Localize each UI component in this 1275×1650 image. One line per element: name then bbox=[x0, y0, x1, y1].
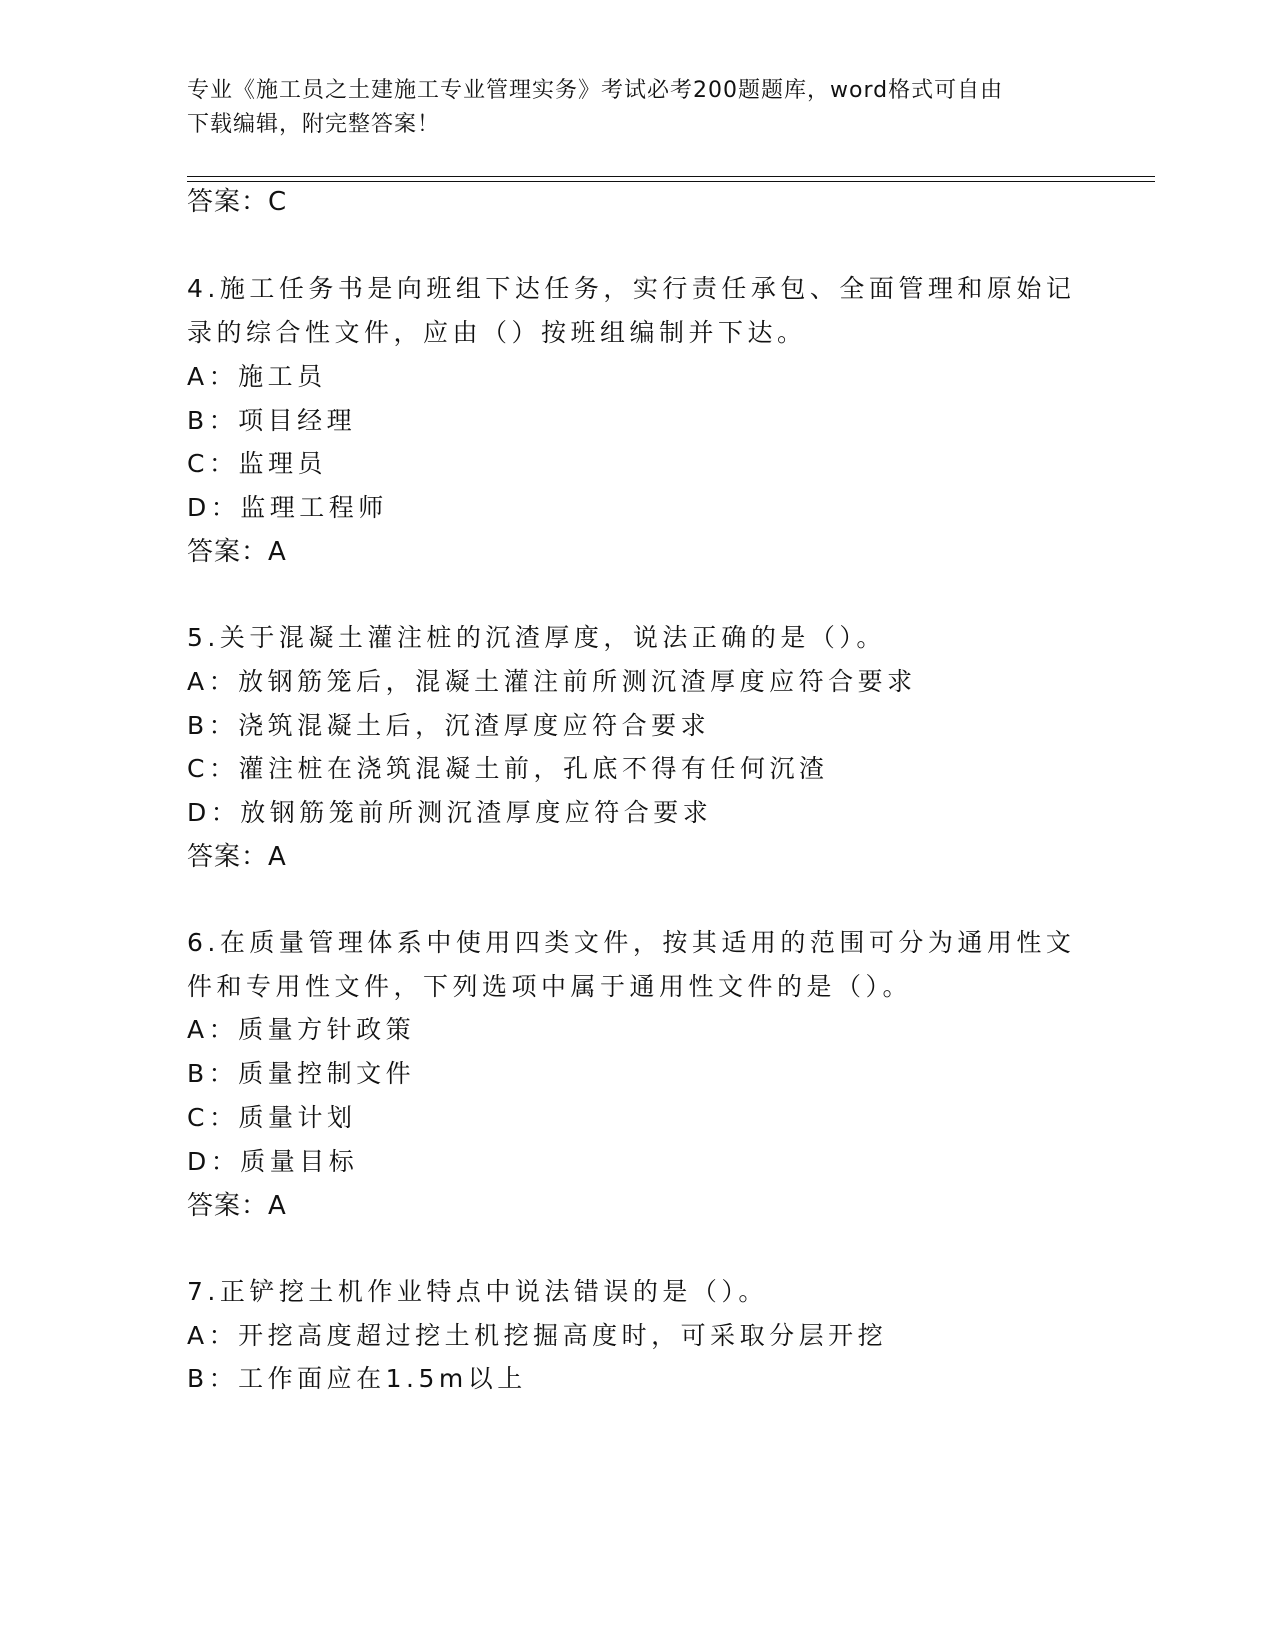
question-4-stem-line-1: 4.施工任务书是向班组下达任务，实行责任承包、全面管理和原始记 bbox=[187, 274, 1076, 303]
header-line-2: 下载编辑，附完整答案！ bbox=[187, 112, 441, 137]
header-divider-bottom bbox=[187, 181, 1155, 182]
question-5-answer: 答案：A bbox=[187, 842, 287, 872]
header-line-1: 专业《施工员之土建施工专业管理实务》考试必考200题题库，word格式可自由 bbox=[187, 78, 1004, 103]
question-5-option-a: A：放钢筋笼后，混凝土灌注前所测沉渣厚度应符合要求 bbox=[187, 667, 917, 696]
question-5-option-c: C：灌注桩在浇筑混凝土前，孔底不得有任何沉渣 bbox=[187, 754, 829, 783]
question-6-option-b: B：质量控制文件 bbox=[187, 1059, 416, 1088]
question-6-answer: 答案：A bbox=[187, 1191, 287, 1221]
document-header bbox=[187, 74, 1067, 142]
question-5-option-b: B：浇筑混凝土后，沉渣厚度应符合要求 bbox=[187, 711, 711, 740]
question-4-answer: 答案：A bbox=[187, 537, 287, 567]
question-6-stem-line-1: 6.在质量管理体系中使用四类文件，按其适用的范围可分为通用性文 bbox=[187, 928, 1076, 957]
question-4-option-a: A：施工员 bbox=[187, 362, 327, 391]
question-6-option-d: D：质量目标 bbox=[187, 1147, 359, 1176]
question-6-option-a: A：质量方针政策 bbox=[187, 1015, 416, 1044]
question-4-stem-line-2: 录的综合性文件，应由（）按班组编制并下达。 bbox=[187, 318, 807, 347]
question-5-option-d: D：放钢筋笼前所测沉渣厚度应符合要求 bbox=[187, 798, 713, 827]
previous-answer: 答案：C bbox=[187, 187, 288, 217]
question-5-stem-line-1: 5.关于混凝土灌注桩的沉渣厚度，说法正确的是（）。 bbox=[187, 623, 886, 652]
question-6-option-c: C：质量计划 bbox=[187, 1103, 357, 1132]
question-7-option-b: B：工作面应在1.5m以上 bbox=[187, 1364, 527, 1393]
question-4-option-c: C：监理员 bbox=[187, 449, 327, 478]
question-6-stem-line-2: 件和专用性文件，下列选项中属于通用性文件的是（）。 bbox=[187, 972, 913, 1001]
question-4-option-b: B：项目经理 bbox=[187, 406, 357, 435]
question-7-stem-line-1: 7.正铲挖土机作业特点中说法错误的是（）。 bbox=[187, 1277, 768, 1306]
question-7-option-a: A：开挖高度超过挖土机挖掘高度时，可采取分层开挖 bbox=[187, 1321, 888, 1350]
header-divider-top bbox=[187, 176, 1155, 177]
question-4-option-d: D：监理工程师 bbox=[187, 493, 388, 522]
